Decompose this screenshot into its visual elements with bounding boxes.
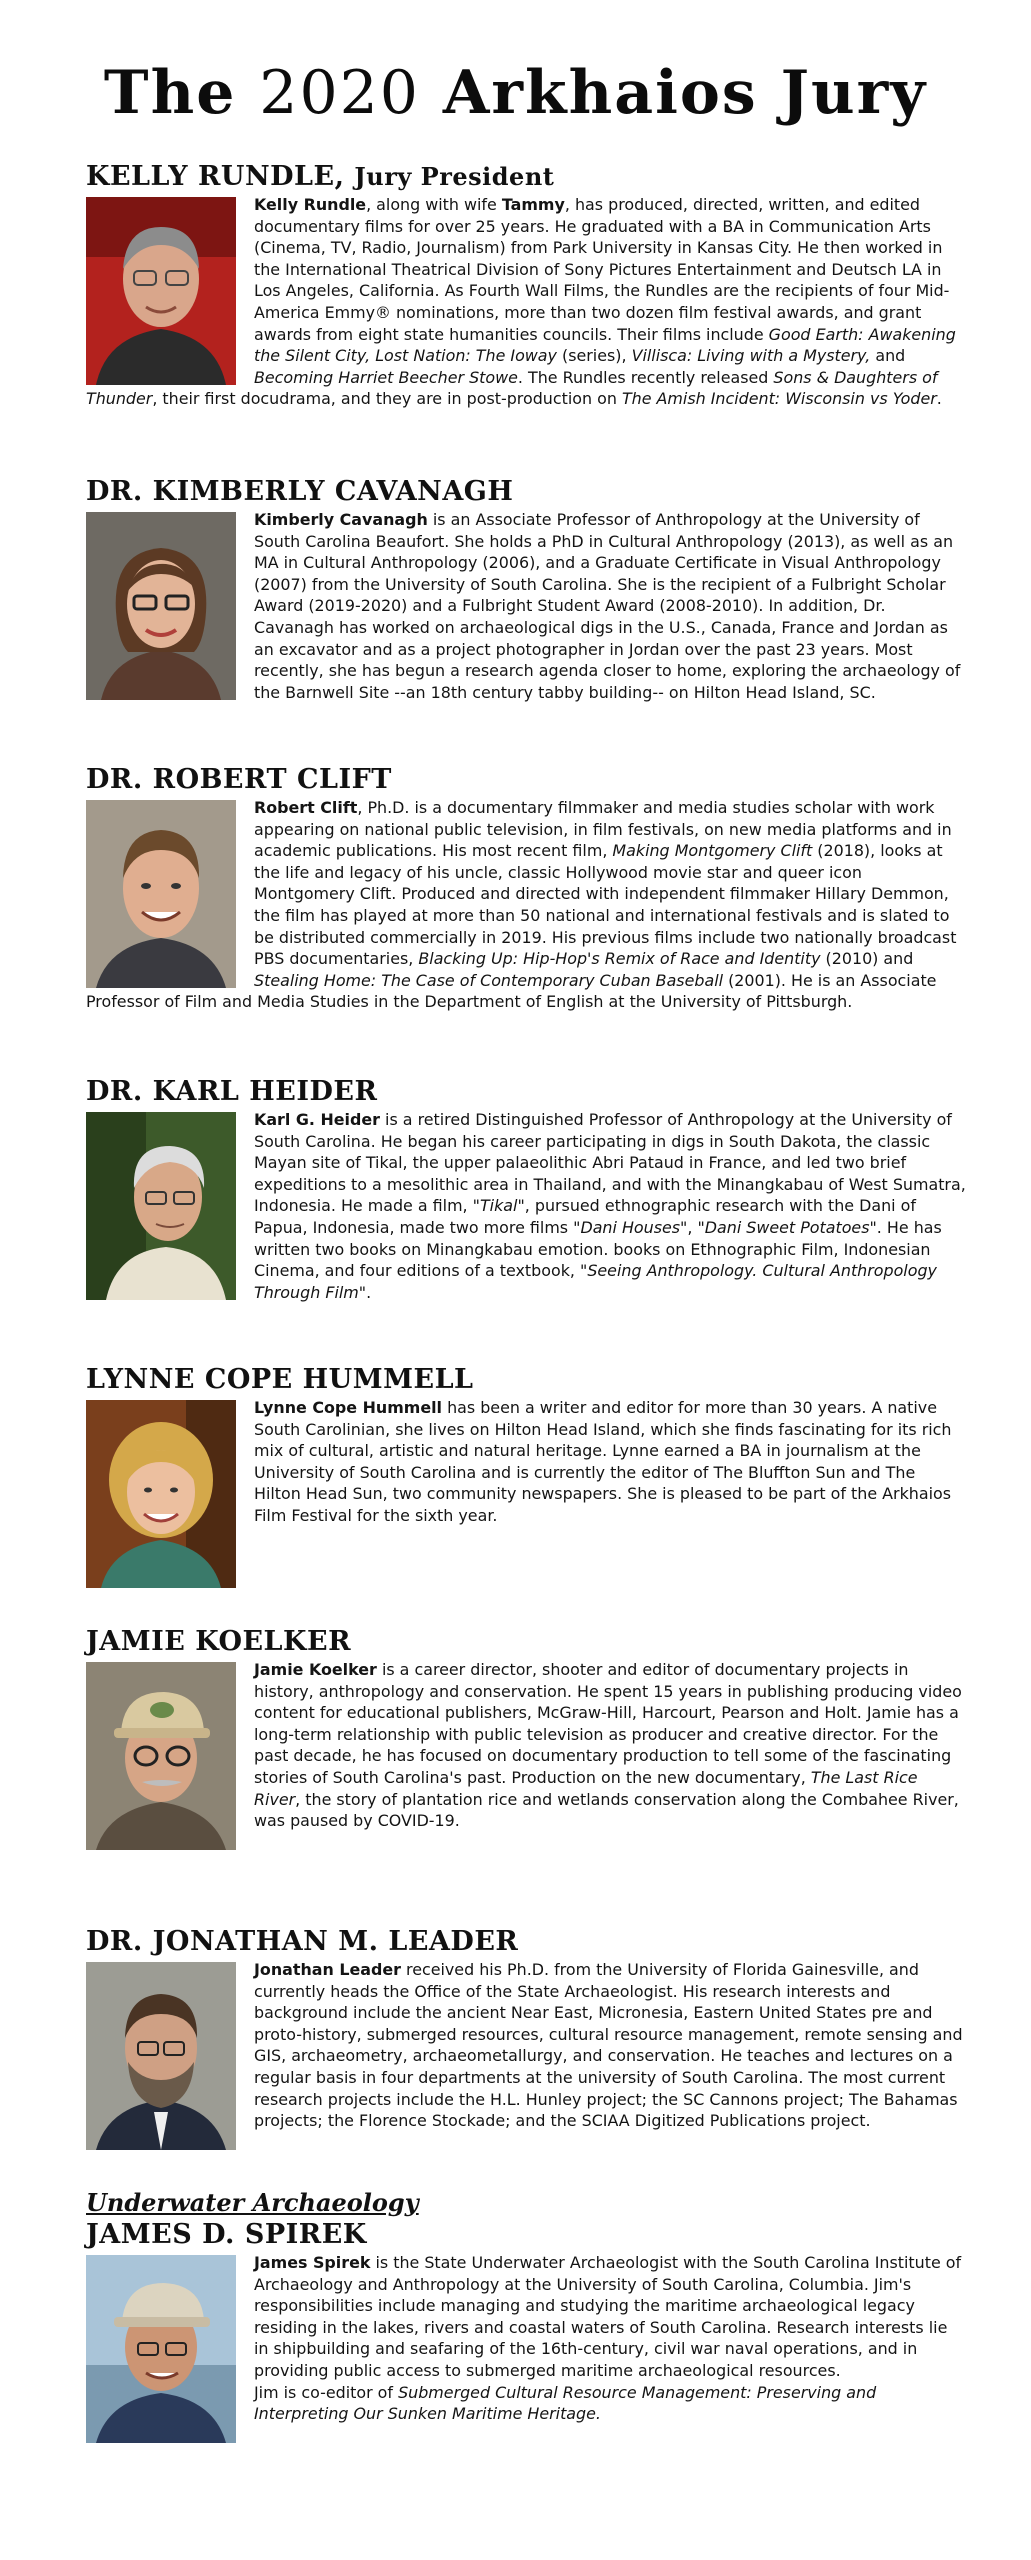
juror-name: LYNNE COPE HUMMELL <box>86 1364 474 1395</box>
juror-bio-text: ", " <box>680 1217 705 1237</box>
page-title: The 2020 Arkhaios Jury <box>103 58 928 128</box>
juror-karl-heider <box>86 1075 966 1303</box>
portrait-man-smiling-icon <box>86 800 236 988</box>
juror-bio-name: James Spirek <box>254 2253 371 2272</box>
portrait-man-glasses-red-background-icon <box>86 197 236 385</box>
juror-bio-title: Sons & Daughters of Thunder <box>86 367 938 409</box>
juror-name: DR. JONATHAN M. LEADER <box>86 1926 519 1957</box>
juror-bio-text: received his Ph.D. from the University of Florida Gainesville, and currently heads the Office of the State Archaeologist. His research interests and background include the ancient Near East, Micronesia, Eastern United States pre and proto-history, submerged resources, cultural resource management, remote sensing and GIS, archaeometry, archaeometallurgy, and conservation. He teaches and lectures on a regular basis in four departments at the university of South Carolina. The most current research projects include the H.L. Hunley project; the SC Cannons project; The Bahamas projects; the Florence Stockade; and the SCIAA Digitized Publications project. <box>254 1960 963 2131</box>
juror-bio-text: is a retired Distinguished Professor of Anthropology at the University of South Carolina. He began his career participating in digs in South Dakota, the classic Mayan site of Tikal, the upper palaeolithic Abri Pataud in France, and led two brief expeditions to a mesolithic area in Thailand, and with the Minangkabau of West Sumatra, Indonesia. He made a film, " <box>254 1110 966 1216</box>
juror-bio-text: has been a writer and editor for more than 30 years. A native South Carolinian, she lives on Hilton Head Island, which she finds fascinating for its rich mix of cultural, artistic and natural heritage. Lynne earned a BA in journalism at the University of South Carolina and is currently the editor of The Bluffton Sun and The Hilton Head Sun, two community newspapers. She is pleased to be part of the Arkhaios Film Festival for the sixth year. <box>254 1398 952 1525</box>
juror-bio-text: is a career director, shooter and editor of documentary projects in history, anthropology and conservation. He spent 15 years in publishing producing video content for educational publishers, McGraw-Hill, Harcourt, Pearson and Holt. Jamie has a long-term relationship with public television as producer and creative director. For the past decade, he has focused on documentary production to tell some of the fascinating stories of South Carolina's past. Production on the new documentary, <box>254 1660 962 1787</box>
juror-bio-title: Good Earth: Awakening the Silent City, Lost Nation: The Ioway <box>254 324 956 366</box>
juror-bio-text: ". He has written two books on Minangkabau emotion. books on Ethnographic Film, Indonesian Cinema, and four editions of a textbook, " <box>254 1217 942 1281</box>
juror-bio-title: The Amish Incident: Wisconsin vs Yoder <box>621 389 937 409</box>
juror-name: JAMIE KOELKER <box>86 1626 352 1657</box>
juror-bio-name: Lynne Cope Hummell <box>254 1398 443 1417</box>
juror-role: Jury President <box>354 162 555 191</box>
juror-bio-title: Seeing Anthropology. Cultural Anthropology Through Film <box>254 1261 937 1302</box>
juror-bio-text: . The Rundles recently released <box>517 367 774 387</box>
juror-bio-title: Making Montgomery Clift <box>612 841 813 861</box>
juror-bio-text: (2010) and <box>820 949 914 969</box>
juror-bio-text: , their first docudrama, and they are in post-production on <box>152 389 622 409</box>
juror-lynne-cope-hummell <box>86 1363 966 1588</box>
juror-bio-name: Jonathan Leader <box>254 1960 401 1979</box>
juror-bio-text: is an Associate Professor of Anthropology at the University of South Carolina Beaufort. She holds a PhD in Cultural Anthropology (2013), as well as an MA in Cultural Anthropology (2006), and a Graduate Certificate in Visual Anthropology (2007) from the University of South Carolina. She is the recipient of a Fulbright Scholar Award (2019-2020) and a Fulbright Student Award (2008-2010). In addition, Dr. Cavanagh has worked on archaeological digs in the U.S., Canada, France and Jordan as an excavator and as a project photographer in Jordan over the past 23 years. Most recently, she has begun a research agenda closer to home, exploring the archaeology of the Barnwell Site --an 18th century tabby building-- on Hilton Head Island, SC. <box>254 510 961 702</box>
juror-name: DR. KARL HEIDER <box>86 1076 378 1107</box>
section-heading: Underwater Archaeology <box>86 2188 419 2217</box>
juror-bio-title: Dani Sweet Potatoes <box>704 1217 870 1237</box>
juror-bio-name: Robert Clift <box>254 798 358 817</box>
juror-bio-text: . <box>936 389 942 409</box>
portrait-man-beard-glasses-icon <box>86 1962 236 2150</box>
juror-bio-text: (2001). He is an Associate Professor of Film and Media Studies in the Department of English at the University of Pittsburgh. <box>86 970 937 1012</box>
juror-bio-title: Dani Houses <box>580 1217 681 1237</box>
portrait-older-man-glasses-icon <box>86 1112 236 1300</box>
juror-photo <box>86 1400 236 1588</box>
juror-bio-name: Jamie Koelker <box>254 1660 377 1679</box>
juror-bio-text: ", pursued ethnographic research with the Dani of Papua, Indonesia, made two more films " <box>254 1196 916 1237</box>
juror-name: DR. KIMBERLY CAVANAGH <box>86 476 514 507</box>
juror-bio-name: Karl G. Heider <box>254 1110 380 1129</box>
juror-name: JAMES D. SPIREK <box>86 2219 367 2250</box>
juror-robert-clift <box>86 763 966 1013</box>
juror-jamie-koelker <box>86 1625 966 1850</box>
juror-photo <box>86 1962 236 2150</box>
juror-bio-title: The Last Rice River <box>254 1767 918 1809</box>
juror-bio-title: Becoming Harriet Beecher Stowe <box>254 367 518 387</box>
juror-bio-name: Tammy <box>501 195 565 214</box>
portrait-man-cap-outdoors-icon <box>86 2255 236 2443</box>
juror-bio-text: ". <box>358 1282 372 1302</box>
juror-bio-text: (2018), looks at the life and legacy of his uncle, classic Hollywood movie star and queer icon Montgomery Clift. Produced and directed with independent filmmaker Hillary Demmon, the film has played at more than 50 national and international festivals and is slated to be distributed commercially in 2019. His previous films include two nationally broadcast PBS documentaries, <box>254 841 957 969</box>
juror-bio-text: , has produced, directed, written, and edited documentary films for over 25 years. He graduated with a BA in Communication Arts (Cinema, TV, Radio, Journalism) from Park University in Kansas City. He then worked in the International Theatrical Division of Sony Pictures Entertainment and Deutsch LA in Los Angeles, California. As Fourth Wall Films, the Rundles are the recipients of four Mid-America Emmy® nominations, more than two dozen film festival awards, and grant awards from eight state humanities councils. Their films include <box>254 195 950 344</box>
juror-kelly-rundle <box>86 160 966 410</box>
juror-bio-text: is the State Underwater Archaeologist with the South Carolina Institute of Archaeology and Anthropology at the University of South Carolina, Columbia. Jim's responsibilities include managing and studying the maritime archaeological legacy residing in the lakes, rivers and coastal waters of South Carolina. Research interests lie in shipbuilding and seafaring of the 16th-century, civil war naval operations, and in providing public access to submerged maritime archaeological resources. <box>254 2253 962 2380</box>
juror-photo <box>86 800 236 988</box>
juror-james-spirek <box>86 2188 966 2443</box>
juror-bio-title: Tikal <box>479 1196 518 1216</box>
juror-bio-text: and <box>870 346 906 366</box>
juror-bio-text: , the story of plantation rice and wetlands conservation along the Combahee River, was paused by COVID-19. <box>254 1789 959 1831</box>
juror-bio-text: (series), <box>556 346 632 366</box>
juror-photo <box>86 197 236 385</box>
juror-bio-name: Kelly Rundle <box>254 195 367 214</box>
juror-name: DR. ROBERT CLIFT <box>86 764 392 795</box>
juror-photo <box>86 1662 236 1850</box>
juror-bio-title: Stealing Home: The Case of Contemporary Cuban Baseball <box>254 970 724 990</box>
juror-bio-title: Villisca: Living with a Mystery, <box>631 346 871 366</box>
portrait-man-cap-glasses-icon <box>86 1662 236 1850</box>
juror-name: KELLY RUNDLE, Jury President <box>86 161 555 192</box>
juror-photo <box>86 2255 236 2443</box>
juror-photo <box>86 512 236 700</box>
juror-bio-title: Submerged Cultural Resource Management: Preserving and Interpreting Our Sunken Maritime Heritage. <box>254 2382 877 2424</box>
juror-photo <box>86 1112 236 1300</box>
juror-jonathan-leader <box>86 1925 966 2150</box>
juror-kimberly-cavanagh <box>86 475 966 703</box>
portrait-woman-glasses-icon <box>86 512 236 700</box>
juror-bio-text: Jim is co-editor of <box>254 2382 399 2402</box>
juror-bio-text: , along with wife <box>366 195 502 214</box>
portrait-woman-curly-hair-icon <box>86 1400 236 1588</box>
juror-bio-name: Kimberly Cavanagh <box>254 510 428 529</box>
juror-bio-text: , Ph.D. is a documentary filmmaker and media studies scholar with work appearing on national public television, in film festivals, on new media platforms and in academic publications. His most recent film, <box>254 798 952 861</box>
juror-bio-title: Blacking Up: Hip-Hop's Remix of Race and Identity <box>418 949 821 969</box>
